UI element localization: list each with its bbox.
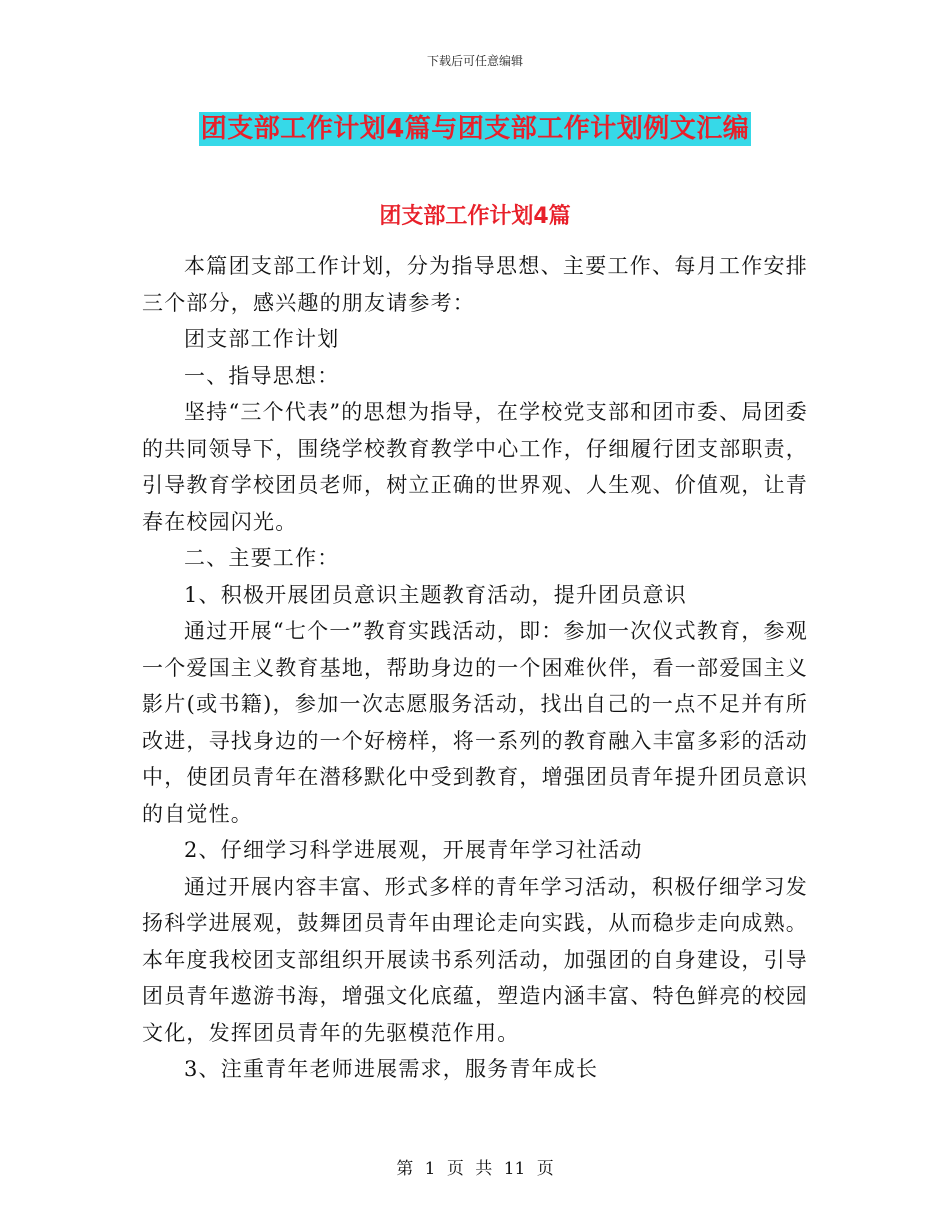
section-title: 团支部工作计划4篇 [379, 204, 571, 229]
page-header-note: 下载后可任意编辑 [426, 54, 523, 68]
work-item-heading-1: 1、积极开展团员意识主题教育活动，提升团员意识 [184, 582, 687, 607]
main-title: 团支部工作计划4篇与团支部工作计划例文汇编 [200, 114, 750, 144]
page-footer: 第 1 页 共 11 页 [396, 1159, 554, 1179]
main-title-container [0, 112, 950, 146]
guiding-ideology-paragraph: 坚持“三个代表”的思想为指导，在学校党支部和团市委、局团委的共同领导下，围绕学校教育教学中心工作，仔细履行团支部职责，引导教育学校团员老师，树立正确的世界观、人生观、价值观，让青春在校园闪光。 [142, 400, 808, 534]
intro-paragraph: 本篇团支部工作计划，分为指导思想、主要工作、每月工作安排三个部分，感兴趣的朋友请参考： [142, 254, 808, 315]
work-item-heading-2: 2、仔细学习科学进展观，开展青年学习社活动 [184, 838, 643, 862]
work-item-paragraph-2: 通过开展内容丰富、形式多样的青年学习活动，积极仔细学习发扬科学进展观，鼓舞团员青年由理论走向实践，从而稳步走向成熟。本年度我校团支部组织开展读书系列活动，加强团的自身建设，引导团员青年遨游书海，增强文化底蕴，塑造内涵丰富、特色鲜亮的校园文化，发挥团员青年的先驱模范作用。 [142, 874, 808, 1045]
work-item-paragraph-1: 通过开展“七个一”教育实践活动，即：参加一次仪式教育，参观一个爱国主义教育基地，帮助身边的一个困难伙伴，看一部爱国主义影片(或书籍)，参加一次志愿服务活动，找出自己的一点不足并有所改进，寻找身边的一个好榜样，将一系列的教育融入丰富多彩的活动中，使团员青年在潜移默化中受到教育，增强团员青年提升团员意识的自觉性。 [142, 619, 808, 826]
work-item-heading-3: 3、注重青年老师进展需求，服务青年成长 [184, 1057, 599, 1081]
plan-heading: 团支部工作计划 [184, 327, 340, 351]
document-body [142, 248, 808, 1088]
section-heading-main-work: 二、主要工作： [184, 546, 340, 570]
section-heading-guiding-ideology: 一、指导思想： [184, 363, 340, 388]
